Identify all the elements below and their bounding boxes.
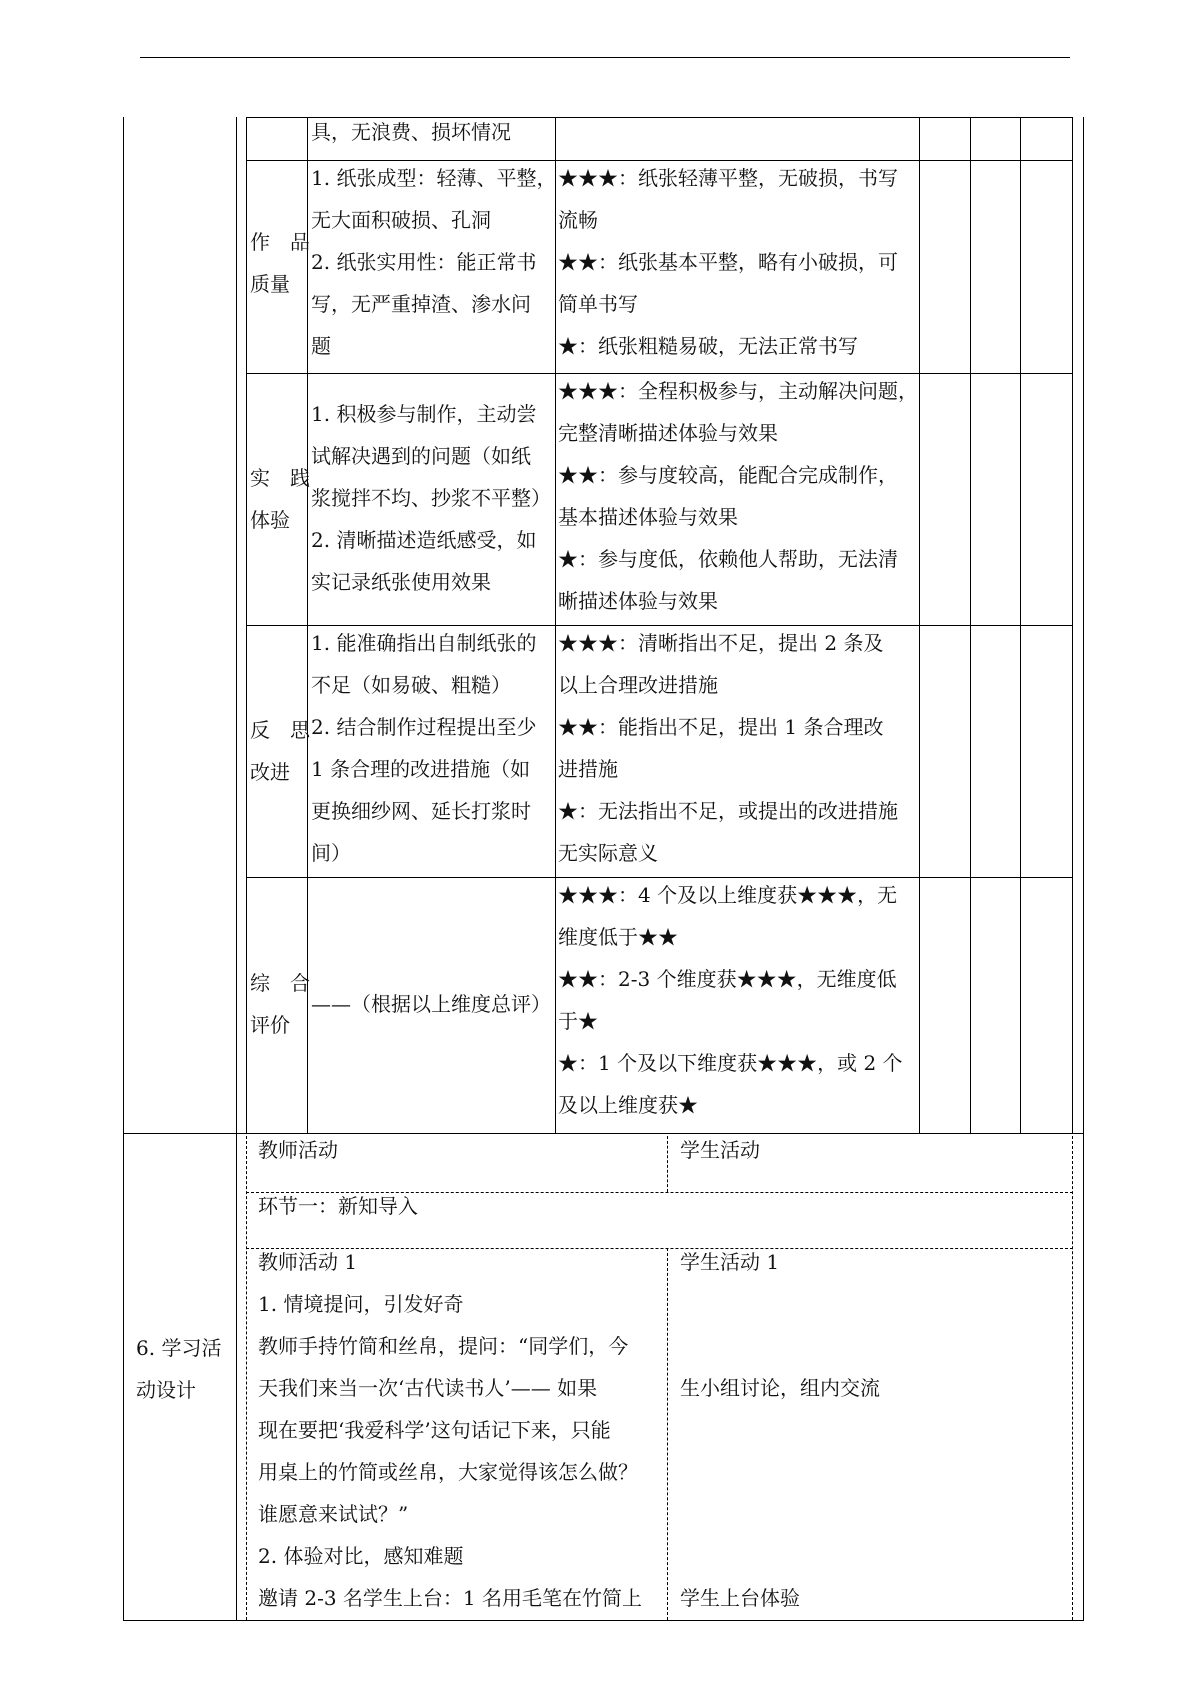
level-line: 完整清晰描述体验与效果 <box>558 421 778 445</box>
level-line: 以上合理改进措施 <box>558 673 718 697</box>
dimension-label: 作 品 <box>250 230 310 254</box>
criteria-line: ——（根据以上维度总评） <box>311 992 551 1016</box>
level-line: 基本描述体验与效果 <box>558 505 738 529</box>
level-line: ★★★：清晰指出不足，提出 2 条及 <box>558 631 884 655</box>
level-line: ★★：纸张基本平整，略有小破损，可 <box>558 250 898 274</box>
level-line: 晰描述体验与效果 <box>558 589 718 613</box>
level-line: ★：无法指出不足，或提出的改进措施 <box>558 799 898 823</box>
dimension-label: 反 思 <box>250 718 310 742</box>
criteria-line: 1. 积极参与制作，主动尝 <box>311 402 537 426</box>
level-line: 维度低于★★ <box>558 925 678 949</box>
table-left-border <box>123 117 124 1621</box>
table-bottom-border <box>123 1620 1084 1621</box>
teacher-line: 邀请 2-3 名学生上台：1 名用毛笔在竹简上 <box>258 1586 643 1610</box>
header-rule <box>140 57 1070 58</box>
dashed-left <box>246 1136 247 1620</box>
teacher-line: 2. 体验对比，感知难题 <box>258 1544 464 1568</box>
teacher-line: 1. 情境提问，引发好奇 <box>258 1292 464 1316</box>
criteria-line: 实记录纸张使用效果 <box>311 570 491 594</box>
level-line: 及以上维度获★ <box>558 1093 698 1117</box>
dimension-label: 改进 <box>250 760 290 784</box>
teacher-line: 天我们来当一次‘古代读书人’—— 如果 <box>258 1376 598 1400</box>
level-line: 进措施 <box>558 757 618 781</box>
student-discussion: 生小组讨论，组内交流 <box>680 1376 880 1400</box>
section-label: 6. 学习活 <box>136 1336 222 1360</box>
level-line: ★★★：纸张轻薄平整，无破损，书写 <box>558 166 898 190</box>
teacher-activity-header: 教师活动 <box>258 1138 338 1162</box>
dashed-row-line <box>246 1248 1073 1249</box>
level-line: ★★：2-3 个维度获★★★，无维度低 <box>558 967 897 991</box>
teacher-line: 用桌上的竹简或丝帛，大家觉得该怎么做？ <box>258 1460 638 1484</box>
criteria-line: 间） <box>311 841 351 865</box>
criteria-line: 更换细纱网、延长打浆时 <box>311 799 531 823</box>
level-line: ★★★：4 个及以上维度获★★★，无 <box>558 883 898 907</box>
level-line: ★：纸张粗糙易破，无法正常书写 <box>558 334 858 358</box>
teacher-line: 现在要把‘我爱科学’这句话记下来，只能 <box>258 1418 611 1442</box>
criteria-line: 1. 能准确指出自制纸张的 <box>311 631 537 655</box>
criteria-line: 2. 结合制作过程提出至少 <box>311 715 537 739</box>
dimension-label: 质量 <box>250 272 290 296</box>
table-right-border <box>1083 117 1084 1621</box>
dimension-label: 实 践 <box>250 466 310 490</box>
dashed-middle-bottom <box>667 1248 668 1620</box>
level-line: 简单书写 <box>558 292 638 316</box>
level-line: ★★★：全程积极参与，主动解决问题， <box>558 379 918 403</box>
teacher-line: 教师活动 1 <box>258 1250 358 1274</box>
dashed-right <box>1072 1136 1073 1620</box>
student-activity-title: 学生活动 1 <box>680 1250 780 1274</box>
dimension-label: 体验 <box>250 508 290 532</box>
criteria-line: 无大面积破损、孔洞 <box>311 208 491 232</box>
criteria-line: 具，无浪费、损坏情况 <box>311 120 511 144</box>
teacher-line: 谁愿意来试试？” <box>258 1502 409 1526</box>
criteria-line: 浆搅拌不均、抄浆不平整） <box>311 486 551 510</box>
level-line: ★★：能指出不足，提出 1 条合理改 <box>558 715 884 739</box>
level-line: 于★ <box>558 1009 598 1033</box>
stage-title: 环节一：新知导入 <box>258 1194 418 1218</box>
criteria-line: 1. 纸张成型：轻薄、平整， <box>311 166 557 190</box>
level-line: ★：参与度低，依赖他人帮助，无法清 <box>558 547 898 571</box>
dimension-label: 评价 <box>250 1013 290 1037</box>
dashed-middle-top <box>667 1136 668 1192</box>
level-line: ★★：参与度较高，能配合完成制作， <box>558 463 898 487</box>
level-line: ★：1 个及以下维度获★★★，或 2 个 <box>558 1051 903 1075</box>
student-experience: 学生上台体验 <box>680 1586 800 1610</box>
criteria-line: 1 条合理的改进措施（如 <box>311 757 531 781</box>
criteria-line: 写，无严重掉渣、渗水问 <box>311 292 531 316</box>
criteria-line: 题 <box>311 334 331 358</box>
dimension-label: 综 合 <box>250 971 310 995</box>
teacher-line: 教师手持竹简和丝帛，提问：“同学们，今 <box>258 1334 629 1358</box>
criteria-line: 2. 纸张实用性：能正常书 <box>311 250 537 274</box>
criteria-line: 试解决遇到的问题（如纸 <box>311 444 531 468</box>
criteria-line: 2. 清晰描述造纸感受，如 <box>311 528 537 552</box>
criteria-line: 不足（如易破、粗糙） <box>311 673 511 697</box>
student-activity-header: 学生活动 <box>680 1138 760 1162</box>
label-column-border <box>236 117 237 1621</box>
section-label: 动设计 <box>136 1378 196 1402</box>
level-line: 流畅 <box>558 208 598 232</box>
level-line: 无实际意义 <box>558 841 658 865</box>
